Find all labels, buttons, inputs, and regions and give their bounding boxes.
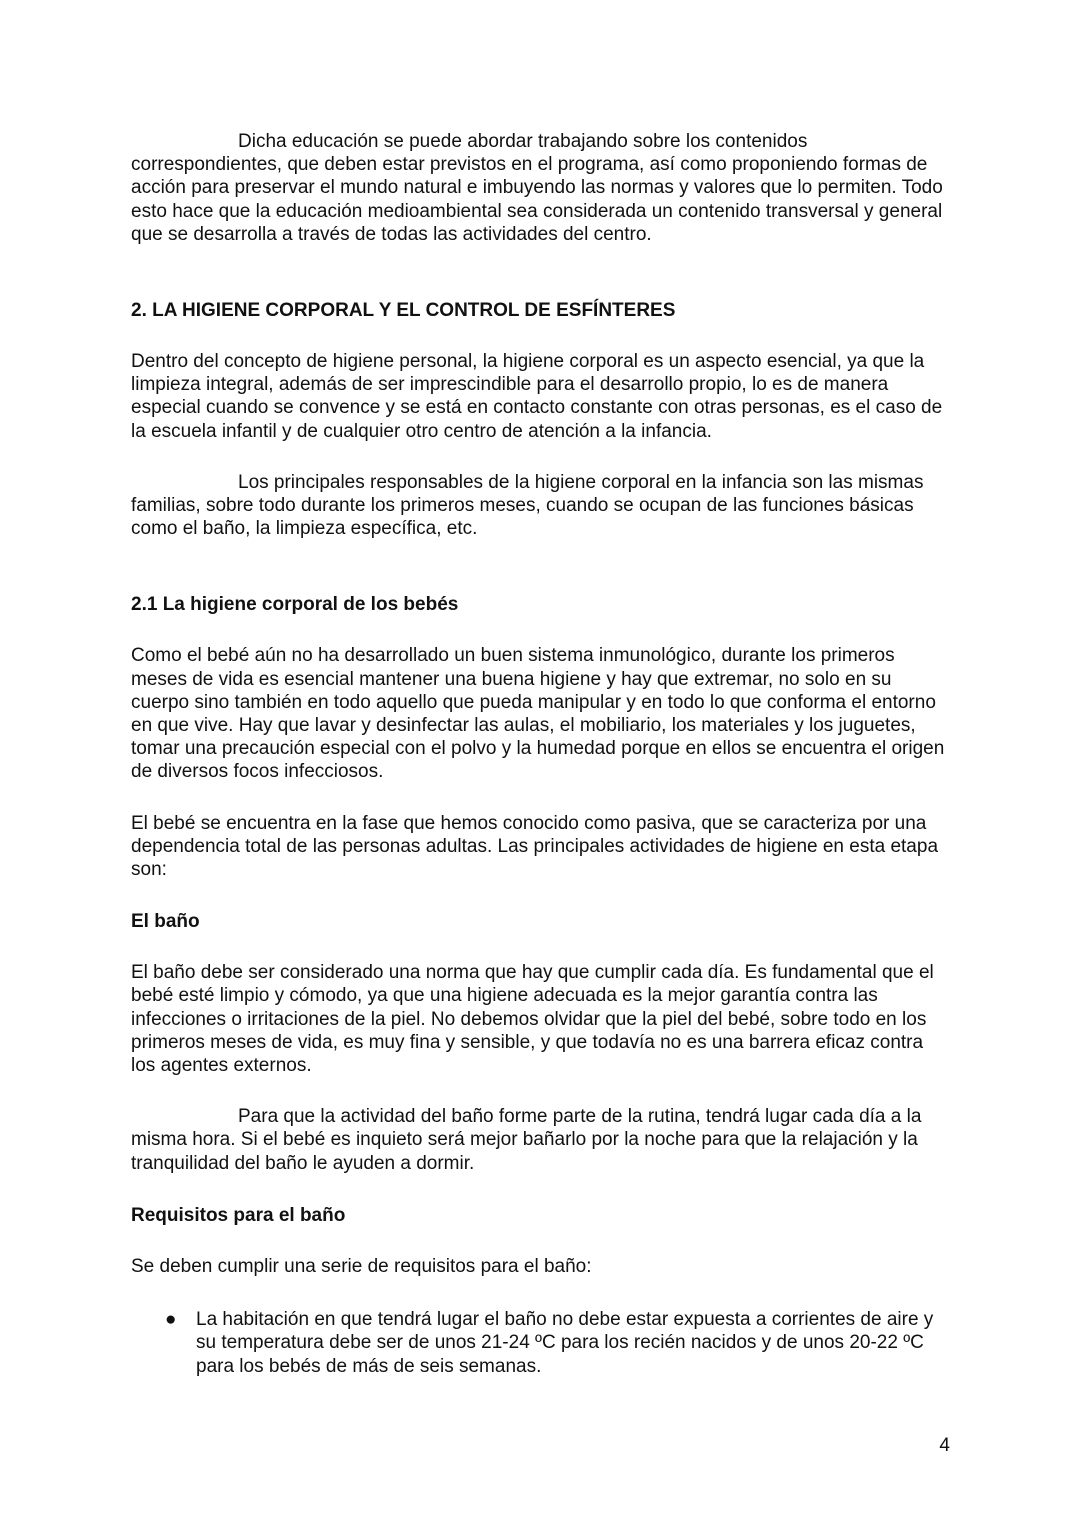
heading-requisitos: Requisitos para el baño [131, 1204, 346, 1226]
paragraph-higiene-personal: Dentro del concepto de higiene personal, la higiene corporal es un aspecto esencial, ya que la limpieza integral, además de ser imprescindible para el desarrollo propio, lo es de manera especial cuando se convence y se está en contacto constante con otras personas, es el caso de la escuela infantil y de cualquier otro centro de atención a la infancia. [131, 351, 943, 442]
section-heading: 2. LA HIGIENE CORPORAL Y EL CONTROL DE ESFÍNTERES [131, 300, 676, 322]
paragraph-norma-bano: El baño debe ser considerado una norma que hay que cumplir cada día. Es fundamental que el bebé esté limpio y cómodo, ya que una higiene adecuada es la mejor garantía contra las infecciones o irritaciones de la piel. No debemos olvidar que la piel del bebé, sobre todo en los primeros meses de vida, es muy fina y sensible, y que todavía no es una barrera eficaz contra los agentes externos. [131, 962, 934, 1077]
paragraph-educacion-medioambiental: Dicha educación se puede abordar trabajando sobre los contenidos correspondientes, que deben estar previstos en el programa, así como proponiendo formas de acción para preservar el mundo natural e imbuyendo las normas y valores que lo permiten. Todo esto hace que la educación medioambiental sea considerada un contenido transversal y general que se desarrolla a través de todas las actividades del centro. [131, 131, 943, 245]
subsection-heading: 2.1 La higiene corporal de los bebés [131, 594, 459, 616]
page-number: 4 [939, 1435, 950, 1456]
paragraph-serie-requisitos: Se deben cumplir una serie de requisitos para el baño: [131, 1255, 592, 1277]
list-item [165, 1308, 951, 1378]
document-page [131, 130, 951, 1378]
paragraph-responsables: Los principales responsables de la higiene corporal en la infancia son las mismas familias, sobre todo durante los primeros meses, cuando se ocupan de las funciones básicas como el baño, la limpieza específica, etc. [131, 471, 924, 540]
heading-el-bano: El baño [131, 911, 200, 933]
paragraph-fase-pasiva: El bebé se encuentra en la fase que hemos conocido como pasiva, que se caracteriza por una dependencia total de las personas adultas. Las principales actividades de higiene en esta etapa son: [131, 812, 939, 881]
paragraph-rutina-bano: Para que la actividad del baño forme parte de la rutina, tendrá lugar cada día a la misma hora. Si el bebé es inquieto será mejor bañarlo por la noche para que la relajación y la tranquilidad del baño le ayuden a dormir. [131, 1106, 922, 1174]
bullet-icon: ● [165, 1309, 177, 1331]
paragraph-sistema-inmunologico: Como el bebé aún no ha desarrollado un buen sistema inmunológico, durante los primeros meses de vida es esencial mantener una buena higiene y hay que extremar, no solo en su cuerpo sino también en todo aquello que pueda manipular y en todo lo que conforma el entorno en que vive. Hay que lavar y desinfectar las aulas, el mobiliario, los materiales y los juguetes, tomar una precaución especial con el polvo y la humedad porque en ellos se encuentra el origen de diversos focos infecciosos. [131, 645, 945, 783]
list-item-text: La habitación en que tendrá lugar el baño no debe estar expuesta a corrientes de aire y su temperatura debe ser de unos 21-24 ºC para los recién nacidos y de unos 20-22 ºC para los bebés de más de seis semanas. [196, 1309, 934, 1377]
requirements-list [131, 1308, 951, 1378]
